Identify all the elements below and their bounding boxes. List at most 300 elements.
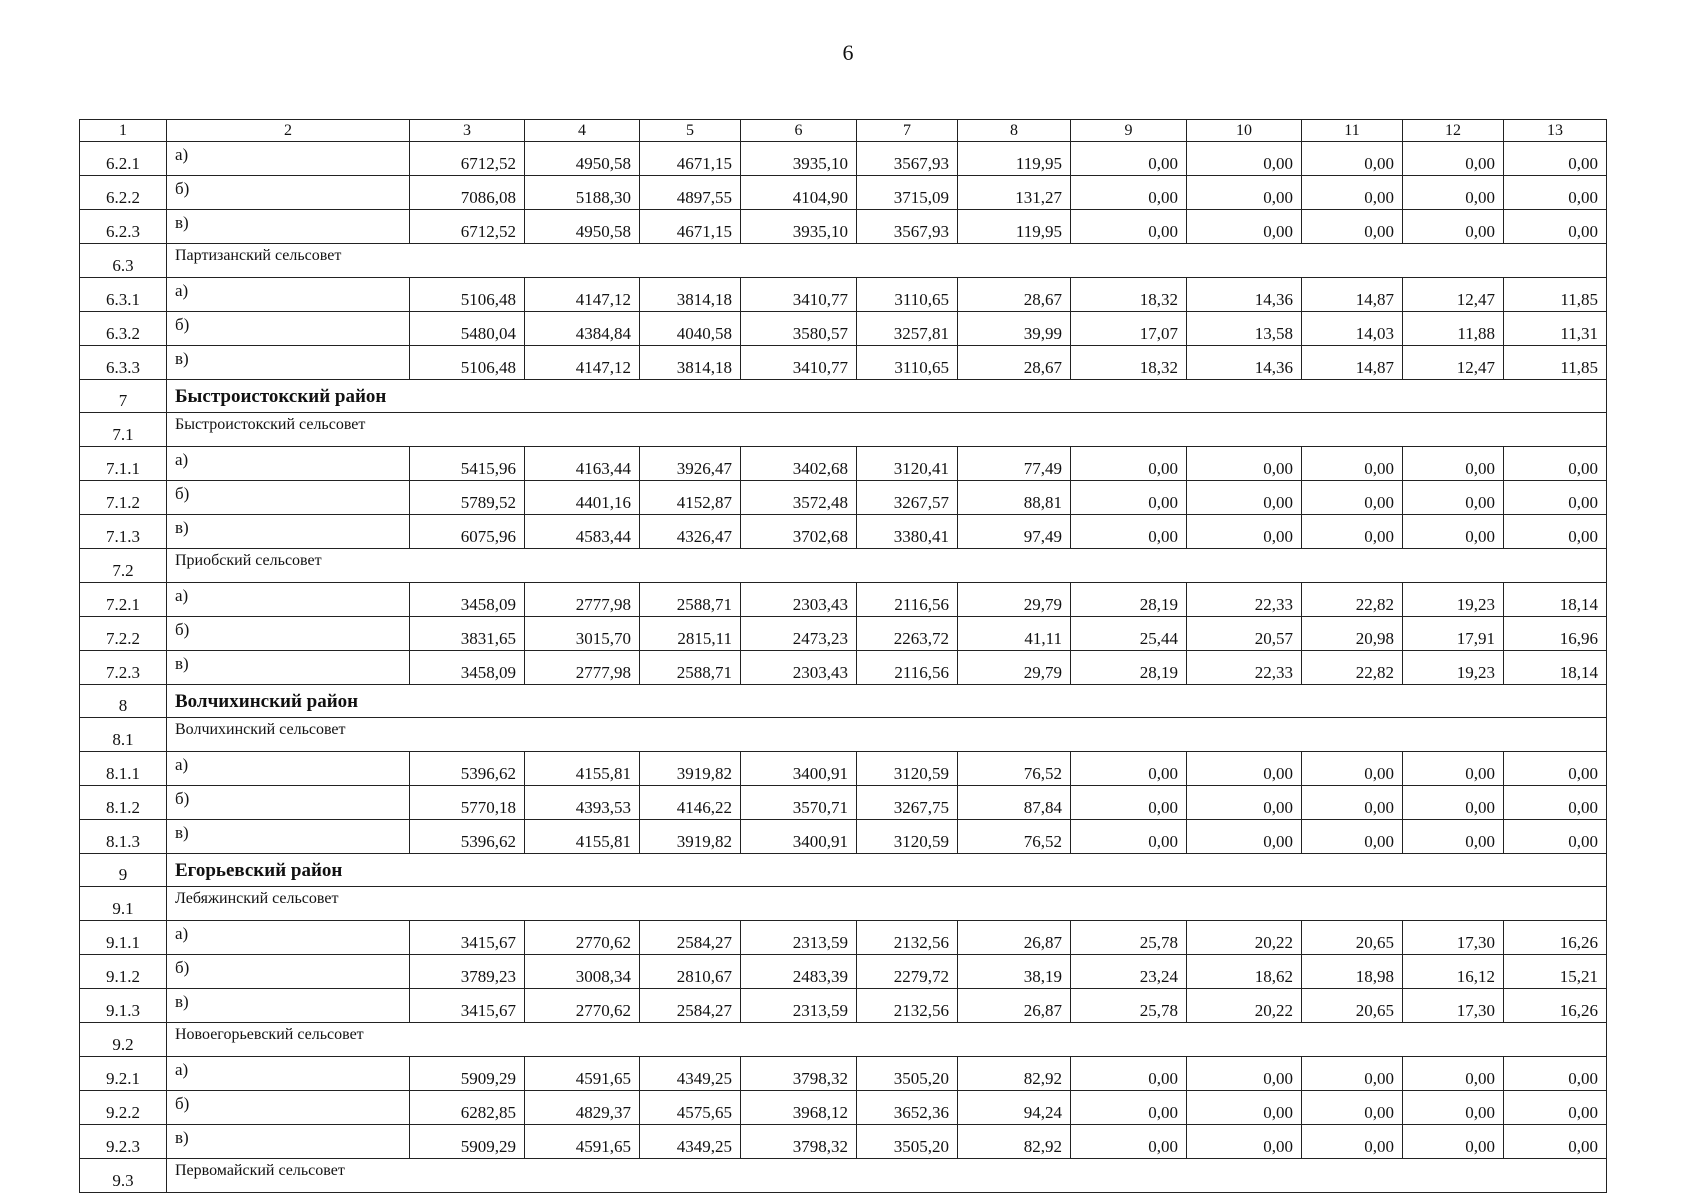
value-cell: 0,00 xyxy=(1403,447,1504,481)
value-cell: 4583,44 xyxy=(525,515,640,549)
row-option-cell: б) xyxy=(167,312,410,346)
value-cell: 4155,81 xyxy=(525,820,640,854)
council-row xyxy=(80,887,1607,921)
value-cell: 0,00 xyxy=(1187,481,1302,515)
value-cell: 3935,10 xyxy=(741,142,857,176)
table-row xyxy=(80,312,1607,346)
value-cell: 3410,77 xyxy=(741,346,857,380)
row-code-cell: 9.1.1 xyxy=(80,921,167,955)
council-name-cell: Лебяжинский сельсовет xyxy=(167,887,1607,921)
column-number-header-row xyxy=(80,120,1607,142)
value-cell: 20,57 xyxy=(1187,617,1302,651)
value-cell: 2279,72 xyxy=(857,955,958,989)
value-cell: 4671,15 xyxy=(640,210,741,244)
value-cell: 3702,68 xyxy=(741,515,857,549)
row-option-cell: а) xyxy=(167,1057,410,1091)
value-cell: 11,85 xyxy=(1504,278,1607,312)
council-name-cell: Первомайский сельсовет xyxy=(167,1159,1607,1193)
row-code-cell: 6.3.1 xyxy=(80,278,167,312)
column-number-header: 4 xyxy=(525,120,640,142)
row-code-cell: 6.3.3 xyxy=(80,346,167,380)
table-row xyxy=(80,989,1607,1023)
column-number-header: 1 xyxy=(80,120,167,142)
value-cell: 3505,20 xyxy=(857,1125,958,1159)
council-name-cell: Партизанский сельсовет xyxy=(167,244,1607,278)
district-name-cell: Волчихинский район xyxy=(167,685,1607,718)
value-cell: 6712,52 xyxy=(410,210,525,244)
value-cell: 20,98 xyxy=(1302,617,1403,651)
council-name-cell: Новоегорьевский сельсовет xyxy=(167,1023,1607,1057)
value-cell: 26,87 xyxy=(958,989,1071,1023)
value-cell: 0,00 xyxy=(1302,786,1403,820)
row-code-cell: 8.1.3 xyxy=(80,820,167,854)
value-cell: 3652,36 xyxy=(857,1091,958,1125)
value-cell: 3580,57 xyxy=(741,312,857,346)
value-cell: 3415,67 xyxy=(410,921,525,955)
row-option-cell: а) xyxy=(167,447,410,481)
row-code-cell: 7.1.2 xyxy=(80,481,167,515)
council-name-cell: Быстроистокский сельсовет xyxy=(167,413,1607,447)
row-option-cell: в) xyxy=(167,210,410,244)
table-row xyxy=(80,820,1607,854)
row-code-cell: 8.1.1 xyxy=(80,752,167,786)
value-cell: 0,00 xyxy=(1504,481,1607,515)
value-cell: 0,00 xyxy=(1071,1091,1187,1125)
row-option-cell: а) xyxy=(167,921,410,955)
table-row xyxy=(80,752,1607,786)
row-code-cell: 6.2.2 xyxy=(80,176,167,210)
value-cell: 3935,10 xyxy=(741,210,857,244)
value-cell: 18,14 xyxy=(1504,583,1607,617)
value-cell: 5909,29 xyxy=(410,1057,525,1091)
row-code-cell: 9 xyxy=(80,854,167,887)
table-row xyxy=(80,346,1607,380)
value-cell: 6075,96 xyxy=(410,515,525,549)
value-cell: 0,00 xyxy=(1302,515,1403,549)
value-cell: 3110,65 xyxy=(857,278,958,312)
table-row xyxy=(80,481,1607,515)
council-row xyxy=(80,413,1607,447)
value-cell: 4146,22 xyxy=(640,786,741,820)
row-code-cell: 9.2 xyxy=(80,1023,167,1057)
value-cell: 87,84 xyxy=(958,786,1071,820)
value-cell: 19,23 xyxy=(1403,583,1504,617)
value-cell: 0,00 xyxy=(1302,176,1403,210)
value-cell: 15,21 xyxy=(1504,955,1607,989)
row-code-cell: 7.1 xyxy=(80,413,167,447)
page-number: 6 xyxy=(842,40,854,65)
column-number-header: 9 xyxy=(1071,120,1187,142)
tariff-table xyxy=(79,119,1607,1193)
value-cell: 17,30 xyxy=(1403,989,1504,1023)
value-cell: 2483,39 xyxy=(741,955,857,989)
table-row xyxy=(80,1057,1607,1091)
value-cell: 2777,98 xyxy=(525,651,640,685)
district-row xyxy=(80,380,1607,413)
value-cell: 0,00 xyxy=(1302,142,1403,176)
value-cell: 4897,55 xyxy=(640,176,741,210)
column-number-header: 11 xyxy=(1302,120,1403,142)
value-cell: 0,00 xyxy=(1071,481,1187,515)
value-cell: 0,00 xyxy=(1071,447,1187,481)
value-cell: 12,47 xyxy=(1403,346,1504,380)
value-cell: 28,67 xyxy=(958,346,1071,380)
value-cell: 0,00 xyxy=(1187,210,1302,244)
row-option-cell: б) xyxy=(167,786,410,820)
value-cell: 77,49 xyxy=(958,447,1071,481)
value-cell: 82,92 xyxy=(958,1057,1071,1091)
value-cell: 4104,90 xyxy=(741,176,857,210)
value-cell: 0,00 xyxy=(1187,447,1302,481)
value-cell: 0,00 xyxy=(1187,820,1302,854)
value-cell: 7086,08 xyxy=(410,176,525,210)
council-row xyxy=(80,1023,1607,1057)
value-cell: 3120,59 xyxy=(857,752,958,786)
value-cell: 12,47 xyxy=(1403,278,1504,312)
value-cell: 0,00 xyxy=(1504,820,1607,854)
value-cell: 4326,47 xyxy=(640,515,741,549)
table-row xyxy=(80,210,1607,244)
value-cell: 0,00 xyxy=(1071,176,1187,210)
value-cell: 0,00 xyxy=(1403,176,1504,210)
council-row xyxy=(80,549,1607,583)
value-cell: 2313,59 xyxy=(741,989,857,1023)
value-cell: 4152,87 xyxy=(640,481,741,515)
value-cell: 3505,20 xyxy=(857,1057,958,1091)
value-cell: 4349,25 xyxy=(640,1057,741,1091)
value-cell: 4950,58 xyxy=(525,142,640,176)
value-cell: 0,00 xyxy=(1403,786,1504,820)
value-cell: 4384,84 xyxy=(525,312,640,346)
value-cell: 3120,41 xyxy=(857,447,958,481)
value-cell: 3814,18 xyxy=(640,346,741,380)
value-cell: 0,00 xyxy=(1187,515,1302,549)
row-option-cell: в) xyxy=(167,346,410,380)
value-cell: 25,78 xyxy=(1071,989,1187,1023)
value-cell: 3267,57 xyxy=(857,481,958,515)
value-cell: 2770,62 xyxy=(525,921,640,955)
value-cell: 4040,58 xyxy=(640,312,741,346)
table-row xyxy=(80,447,1607,481)
value-cell: 4575,65 xyxy=(640,1091,741,1125)
row-code-cell: 6.3.2 xyxy=(80,312,167,346)
value-cell: 3402,68 xyxy=(741,447,857,481)
value-cell: 4163,44 xyxy=(525,447,640,481)
value-cell: 6282,85 xyxy=(410,1091,525,1125)
table-row xyxy=(80,176,1607,210)
value-cell: 14,03 xyxy=(1302,312,1403,346)
council-row xyxy=(80,718,1607,752)
value-cell: 4591,65 xyxy=(525,1125,640,1159)
table-row xyxy=(80,786,1607,820)
value-cell: 3798,32 xyxy=(741,1125,857,1159)
value-cell: 76,52 xyxy=(958,752,1071,786)
value-cell: 18,32 xyxy=(1071,346,1187,380)
row-code-cell: 7.1.3 xyxy=(80,515,167,549)
table-row xyxy=(80,583,1607,617)
value-cell: 119,95 xyxy=(958,142,1071,176)
value-cell: 0,00 xyxy=(1504,786,1607,820)
value-cell: 0,00 xyxy=(1071,786,1187,820)
table-row xyxy=(80,515,1607,549)
value-cell: 14,87 xyxy=(1302,278,1403,312)
value-cell: 22,82 xyxy=(1302,583,1403,617)
value-cell: 0,00 xyxy=(1504,752,1607,786)
value-cell: 3415,67 xyxy=(410,989,525,1023)
district-name-cell: Егорьевский район xyxy=(167,854,1607,887)
row-code-cell: 7.2 xyxy=(80,549,167,583)
value-cell: 6712,52 xyxy=(410,142,525,176)
value-cell: 4349,25 xyxy=(640,1125,741,1159)
value-cell: 3458,09 xyxy=(410,583,525,617)
row-option-cell: б) xyxy=(167,176,410,210)
value-cell: 0,00 xyxy=(1504,515,1607,549)
value-cell: 0,00 xyxy=(1071,515,1187,549)
table-row xyxy=(80,955,1607,989)
value-cell: 0,00 xyxy=(1071,1125,1187,1159)
value-cell: 5415,96 xyxy=(410,447,525,481)
value-cell: 2303,43 xyxy=(741,651,857,685)
row-option-cell: а) xyxy=(167,752,410,786)
value-cell: 0,00 xyxy=(1187,176,1302,210)
council-name-cell: Приобский сельсовет xyxy=(167,549,1607,583)
value-cell: 3567,93 xyxy=(857,210,958,244)
district-row xyxy=(80,685,1607,718)
value-cell: 2132,56 xyxy=(857,921,958,955)
row-code-cell: 9.1 xyxy=(80,887,167,921)
value-cell: 0,00 xyxy=(1302,210,1403,244)
value-cell: 2810,67 xyxy=(640,955,741,989)
value-cell: 14,36 xyxy=(1187,346,1302,380)
row-option-cell: в) xyxy=(167,515,410,549)
value-cell: 3257,81 xyxy=(857,312,958,346)
table-row xyxy=(80,921,1607,955)
value-cell: 0,00 xyxy=(1302,752,1403,786)
table-row xyxy=(80,617,1607,651)
value-cell: 13,58 xyxy=(1187,312,1302,346)
value-cell: 28,67 xyxy=(958,278,1071,312)
table-body xyxy=(80,120,1607,1193)
value-cell: 4950,58 xyxy=(525,210,640,244)
value-cell: 97,49 xyxy=(958,515,1071,549)
row-code-cell: 9.2.2 xyxy=(80,1091,167,1125)
value-cell: 3008,34 xyxy=(525,955,640,989)
row-code-cell: 7.2.2 xyxy=(80,617,167,651)
column-number-header: 13 xyxy=(1504,120,1607,142)
value-cell: 0,00 xyxy=(1403,752,1504,786)
value-cell: 2770,62 xyxy=(525,989,640,1023)
value-cell: 0,00 xyxy=(1302,481,1403,515)
row-code-cell: 9.1.2 xyxy=(80,955,167,989)
value-cell: 0,00 xyxy=(1403,481,1504,515)
value-cell: 0,00 xyxy=(1504,210,1607,244)
value-cell: 2263,72 xyxy=(857,617,958,651)
council-name-cell: Волчихинский сельсовет xyxy=(167,718,1607,752)
row-code-cell: 9.2.1 xyxy=(80,1057,167,1091)
value-cell: 4147,12 xyxy=(525,346,640,380)
row-option-cell: в) xyxy=(167,820,410,854)
row-code-cell: 8.1 xyxy=(80,718,167,752)
value-cell: 4591,65 xyxy=(525,1057,640,1091)
value-cell: 0,00 xyxy=(1403,1125,1504,1159)
value-cell: 29,79 xyxy=(958,651,1071,685)
row-option-cell: в) xyxy=(167,651,410,685)
table-row xyxy=(80,1125,1607,1159)
value-cell: 20,22 xyxy=(1187,921,1302,955)
value-cell: 38,19 xyxy=(958,955,1071,989)
district-row xyxy=(80,854,1607,887)
value-cell: 18,14 xyxy=(1504,651,1607,685)
value-cell: 0,00 xyxy=(1504,176,1607,210)
value-cell: 18,32 xyxy=(1071,278,1187,312)
value-cell: 3715,09 xyxy=(857,176,958,210)
value-cell: 39,99 xyxy=(958,312,1071,346)
value-cell: 2777,98 xyxy=(525,583,640,617)
value-cell: 0,00 xyxy=(1504,1091,1607,1125)
value-cell: 0,00 xyxy=(1071,820,1187,854)
table-row xyxy=(80,142,1607,176)
value-cell: 131,27 xyxy=(958,176,1071,210)
value-cell: 3919,82 xyxy=(640,820,741,854)
value-cell: 82,92 xyxy=(958,1125,1071,1159)
value-cell: 0,00 xyxy=(1504,1057,1607,1091)
value-cell: 3926,47 xyxy=(640,447,741,481)
value-cell: 5106,48 xyxy=(410,346,525,380)
value-cell: 0,00 xyxy=(1071,752,1187,786)
value-cell: 16,96 xyxy=(1504,617,1607,651)
value-cell: 0,00 xyxy=(1187,1091,1302,1125)
value-cell: 2303,43 xyxy=(741,583,857,617)
value-cell: 5188,30 xyxy=(525,176,640,210)
value-cell: 2116,56 xyxy=(857,583,958,617)
council-row xyxy=(80,244,1607,278)
column-number-header: 12 xyxy=(1403,120,1504,142)
value-cell: 29,79 xyxy=(958,583,1071,617)
value-cell: 88,81 xyxy=(958,481,1071,515)
value-cell: 26,87 xyxy=(958,921,1071,955)
value-cell: 5106,48 xyxy=(410,278,525,312)
value-cell: 4671,15 xyxy=(640,142,741,176)
row-option-cell: б) xyxy=(167,1091,410,1125)
value-cell: 22,82 xyxy=(1302,651,1403,685)
value-cell: 0,00 xyxy=(1071,210,1187,244)
row-option-cell: в) xyxy=(167,989,410,1023)
value-cell: 0,00 xyxy=(1302,1125,1403,1159)
row-code-cell: 7.2.1 xyxy=(80,583,167,617)
value-cell: 4401,16 xyxy=(525,481,640,515)
value-cell: 2473,23 xyxy=(741,617,857,651)
value-cell: 3919,82 xyxy=(640,752,741,786)
value-cell: 0,00 xyxy=(1187,1057,1302,1091)
value-cell: 3400,91 xyxy=(741,820,857,854)
value-cell: 0,00 xyxy=(1187,752,1302,786)
value-cell: 5396,62 xyxy=(410,820,525,854)
value-cell: 20,65 xyxy=(1302,989,1403,1023)
row-option-cell: а) xyxy=(167,142,410,176)
value-cell: 20,65 xyxy=(1302,921,1403,955)
value-cell: 4147,12 xyxy=(525,278,640,312)
value-cell: 3572,48 xyxy=(741,481,857,515)
value-cell: 0,00 xyxy=(1403,210,1504,244)
value-cell: 3267,75 xyxy=(857,786,958,820)
value-cell: 16,26 xyxy=(1504,989,1607,1023)
row-code-cell: 6.2.1 xyxy=(80,142,167,176)
value-cell: 0,00 xyxy=(1504,447,1607,481)
value-cell: 2116,56 xyxy=(857,651,958,685)
value-cell: 0,00 xyxy=(1302,820,1403,854)
row-code-cell: 9.1.3 xyxy=(80,989,167,1023)
value-cell: 0,00 xyxy=(1302,447,1403,481)
value-cell: 0,00 xyxy=(1302,1057,1403,1091)
value-cell: 5770,18 xyxy=(410,786,525,820)
value-cell: 17,30 xyxy=(1403,921,1504,955)
value-cell: 22,33 xyxy=(1187,651,1302,685)
value-cell: 2815,11 xyxy=(640,617,741,651)
column-number-header: 5 xyxy=(640,120,741,142)
value-cell: 119,95 xyxy=(958,210,1071,244)
value-cell: 0,00 xyxy=(1403,142,1504,176)
row-option-cell: в) xyxy=(167,1125,410,1159)
row-code-cell: 7.1.1 xyxy=(80,447,167,481)
value-cell: 5396,62 xyxy=(410,752,525,786)
value-cell: 2132,56 xyxy=(857,989,958,1023)
column-number-header: 6 xyxy=(741,120,857,142)
value-cell: 0,00 xyxy=(1403,515,1504,549)
row-code-cell: 7.2.3 xyxy=(80,651,167,685)
table-row xyxy=(80,1091,1607,1125)
value-cell: 4393,53 xyxy=(525,786,640,820)
row-option-cell: а) xyxy=(167,583,410,617)
value-cell: 28,19 xyxy=(1071,583,1187,617)
row-option-cell: б) xyxy=(167,481,410,515)
value-cell: 17,07 xyxy=(1071,312,1187,346)
row-code-cell: 9.3 xyxy=(80,1159,167,1193)
value-cell: 4829,37 xyxy=(525,1091,640,1125)
value-cell: 3458,09 xyxy=(410,651,525,685)
column-number-header: 2 xyxy=(167,120,410,142)
value-cell: 0,00 xyxy=(1187,786,1302,820)
column-number-header: 3 xyxy=(410,120,525,142)
value-cell: 94,24 xyxy=(958,1091,1071,1125)
value-cell: 18,98 xyxy=(1302,955,1403,989)
column-number-header: 10 xyxy=(1187,120,1302,142)
value-cell: 3410,77 xyxy=(741,278,857,312)
value-cell: 0,00 xyxy=(1187,1125,1302,1159)
row-code-cell: 6.2.3 xyxy=(80,210,167,244)
value-cell: 25,78 xyxy=(1071,921,1187,955)
value-cell: 16,26 xyxy=(1504,921,1607,955)
value-cell: 4155,81 xyxy=(525,752,640,786)
value-cell: 5480,04 xyxy=(410,312,525,346)
column-number-header: 8 xyxy=(958,120,1071,142)
value-cell: 14,87 xyxy=(1302,346,1403,380)
table-row xyxy=(80,278,1607,312)
value-cell: 2313,59 xyxy=(741,921,857,955)
value-cell: 2588,71 xyxy=(640,651,741,685)
row-code-cell: 6.3 xyxy=(80,244,167,278)
row-option-cell: а) xyxy=(167,278,410,312)
value-cell: 2584,27 xyxy=(640,921,741,955)
value-cell: 22,33 xyxy=(1187,583,1302,617)
value-cell: 18,62 xyxy=(1187,955,1302,989)
column-number-header: 7 xyxy=(857,120,958,142)
value-cell: 76,52 xyxy=(958,820,1071,854)
value-cell: 16,12 xyxy=(1403,955,1504,989)
value-cell: 11,31 xyxy=(1504,312,1607,346)
row-option-cell: б) xyxy=(167,955,410,989)
value-cell: 3789,23 xyxy=(410,955,525,989)
value-cell: 25,44 xyxy=(1071,617,1187,651)
